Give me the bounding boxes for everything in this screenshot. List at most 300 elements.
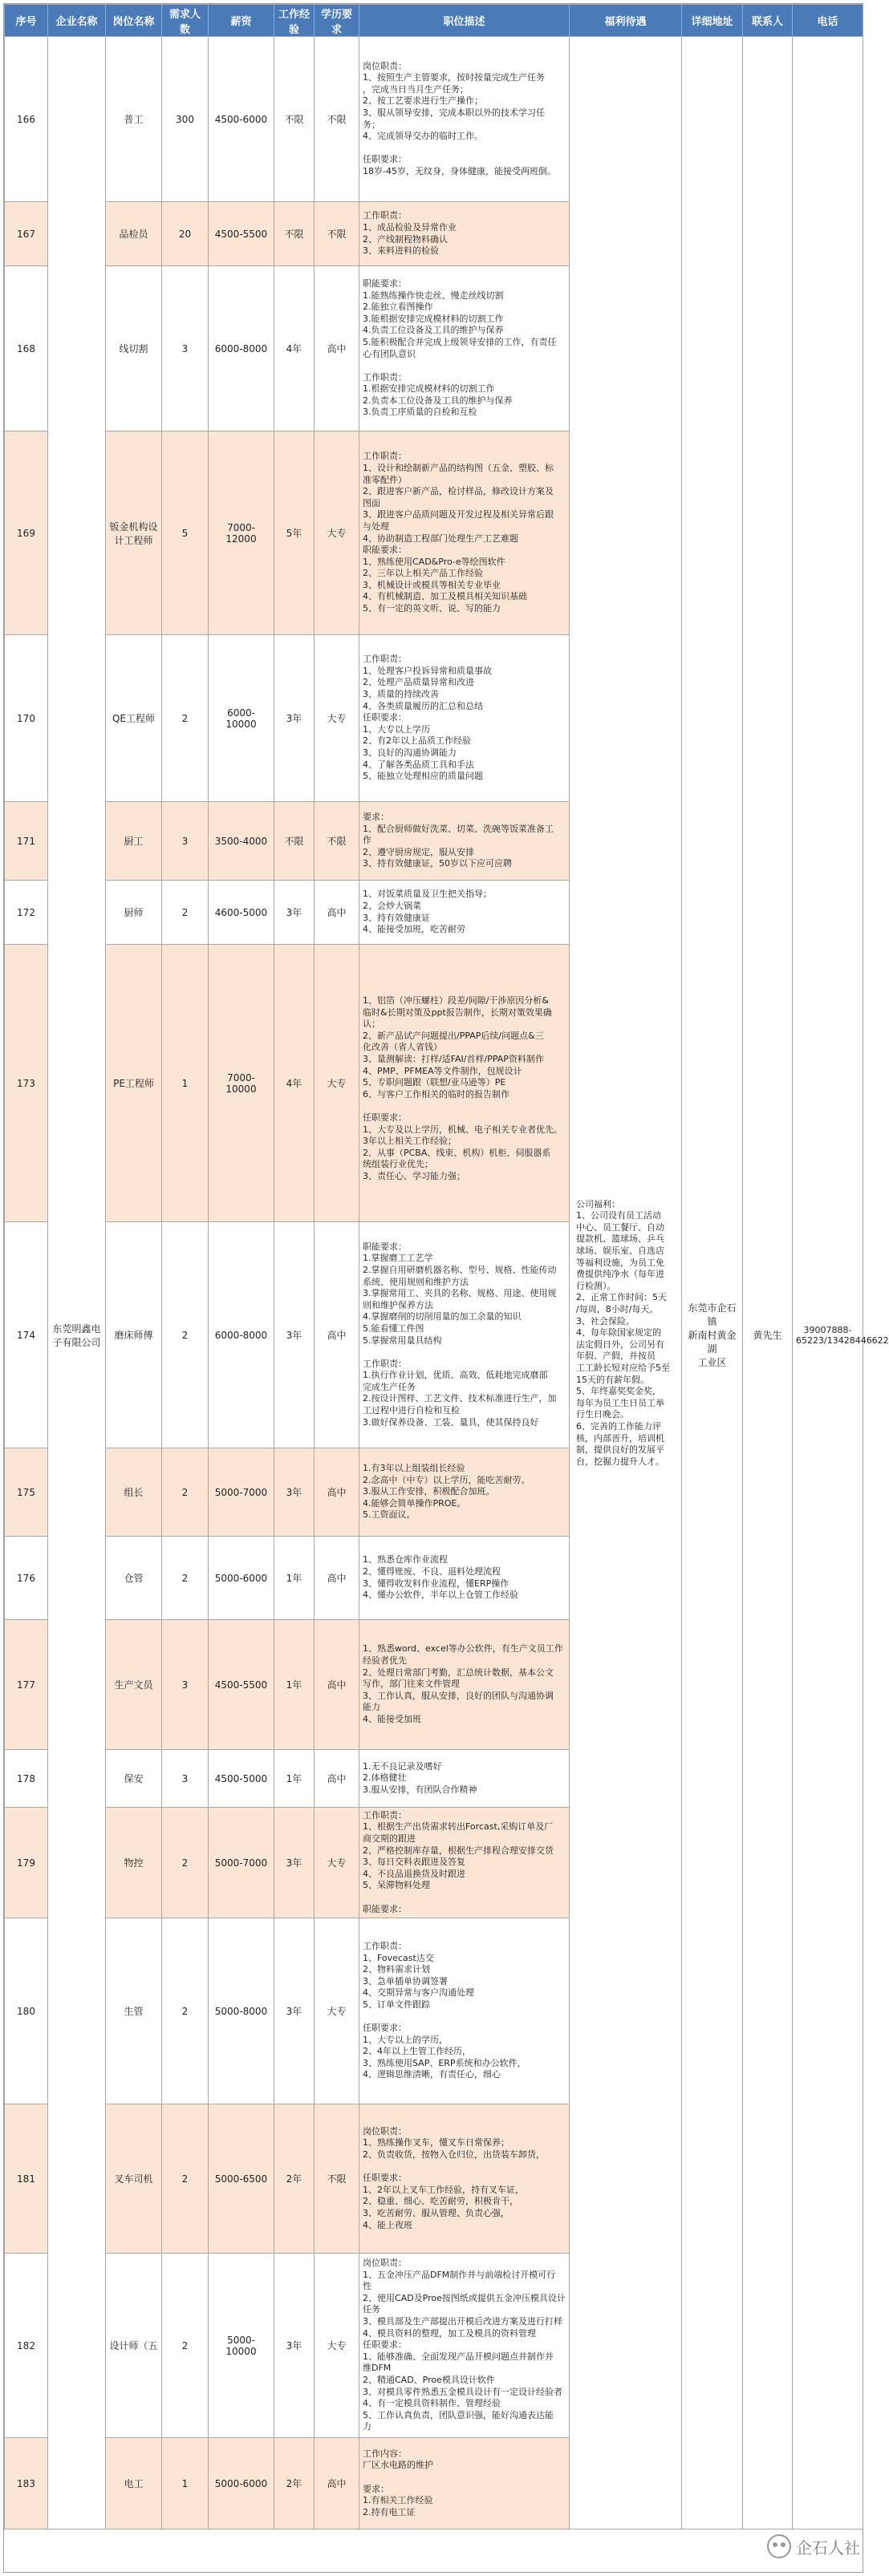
education: 高中 bbox=[315, 1537, 359, 1620]
text-line: 3、来料进料的检验 bbox=[363, 245, 439, 257]
text-line: 制，提供良好的发展平 bbox=[576, 1444, 664, 1456]
education: 不限 bbox=[315, 202, 359, 266]
job-description bbox=[359, 802, 570, 881]
text-line: 职能要求： bbox=[363, 545, 407, 556]
text-line: 工作职责： bbox=[363, 1809, 407, 1821]
text-line: /每周，8小时/每天。 bbox=[576, 1304, 659, 1315]
text-line: 2、跟进客户新产品，检讨样品，修改设计方案及 bbox=[363, 486, 554, 497]
job-description bbox=[359, 266, 570, 431]
text-line: 3、质量的持续改善 bbox=[363, 689, 439, 700]
education: 不限 bbox=[315, 2104, 359, 2254]
education: 高中 bbox=[315, 1750, 359, 1808]
text-line: 作 bbox=[363, 835, 371, 846]
education: 高中 bbox=[315, 266, 359, 431]
text-line: 3、每日交料表跟进及答复 bbox=[363, 1857, 465, 1868]
column-header: 学历要求 bbox=[315, 5, 359, 37]
text-line: 2、使用CAD及Proe按图纸或提供五金冲压模具设计 bbox=[363, 2292, 566, 2303]
headcount: 300 bbox=[162, 37, 209, 202]
salary: 7000-12000 bbox=[209, 431, 274, 635]
text-line: 性 bbox=[363, 2281, 371, 2292]
education: 大专 bbox=[315, 945, 359, 1222]
text-line: 2.负责本工位设备及工具的维护与保养 bbox=[363, 395, 513, 406]
text-line: 4、能接受加班，吃苦耐劳 bbox=[363, 924, 465, 935]
job-title: 叉车司机 bbox=[106, 2104, 162, 2254]
row-number: 169 bbox=[5, 431, 48, 635]
text-line: 2、有2年以上品质工作经验 bbox=[363, 735, 471, 747]
headcount: 3 bbox=[162, 802, 209, 881]
text-line: 6、与客户工作相关的临时的报告制作 bbox=[363, 1088, 509, 1100]
text-line: 1、大专以上学历 bbox=[363, 723, 430, 735]
text-line: 2、严格控制库存量，根据生产排程合理安排交货 bbox=[363, 1845, 554, 1856]
text-line bbox=[363, 2161, 566, 2173]
text-line: 岗位职责： bbox=[363, 2258, 407, 2269]
text-line: 公司福利： bbox=[576, 1198, 620, 1209]
text-line: 工作职责： bbox=[363, 371, 407, 383]
text-line: 5、订单文件跟踪 bbox=[363, 1999, 430, 2010]
text-line: 1.有3年以上组装组长经验 bbox=[363, 1463, 465, 1474]
text-line: 2、正常工作时间：5天 bbox=[576, 1292, 667, 1303]
job-description bbox=[359, 2254, 570, 2438]
row-number: 166 bbox=[5, 37, 48, 202]
row-number: 168 bbox=[5, 266, 48, 431]
text-line: 3、持有效健康证，50岁以下应可应聘 bbox=[363, 858, 512, 869]
text-line bbox=[363, 1892, 566, 1904]
text-line: 4.能够会简单操作PROE。 bbox=[363, 1497, 466, 1509]
text-line: 系统、使用规则和维护方法 bbox=[363, 1276, 469, 1287]
education: 大专 bbox=[315, 1808, 359, 1918]
salary: 5000-7000 bbox=[209, 1808, 274, 1918]
text-line: 3.负责工序质量的自检和互检 bbox=[363, 407, 477, 418]
experience: 4年 bbox=[274, 945, 315, 1222]
salary: 6000-8000 bbox=[209, 266, 274, 431]
text-line bbox=[363, 2011, 566, 2023]
text-line: 4、有一定模具资料制作、管理经验 bbox=[363, 2398, 501, 2409]
job-description bbox=[359, 1222, 570, 1448]
text-line: 工作职责： bbox=[363, 654, 407, 665]
text-line: 3、机械设计或模具等相关专业毕业 bbox=[363, 579, 501, 590]
education: 大专 bbox=[315, 635, 359, 802]
text-line: 4、协助制造工程部门处理生产工艺难题 bbox=[363, 533, 518, 544]
text-line: 3、吃苦耐劳、服从管理、负责心强， bbox=[363, 2207, 509, 2218]
salary: 4500-5000 bbox=[209, 1750, 274, 1808]
experience: 5年 bbox=[274, 431, 315, 635]
job-title: QE工程师 bbox=[106, 635, 162, 802]
salary: 5000-10000 bbox=[209, 2254, 274, 2438]
job-description bbox=[359, 202, 570, 266]
experience: 2年 bbox=[274, 2104, 315, 2254]
text-line: 1、熟悉word、excel等办公软件，有生产文员工作 bbox=[363, 1643, 563, 1655]
text-line: 1、处理客户投诉异常和质量事故 bbox=[363, 665, 492, 676]
headcount: 2 bbox=[162, 1918, 209, 2104]
text-line: 3.掌握常用工、夹具的名称、规格、用途、使用规 bbox=[363, 1288, 557, 1299]
job-title: PE工程师 bbox=[106, 945, 162, 1222]
job-title: 厨工 bbox=[106, 802, 162, 881]
text-line: 5.工资面议。 bbox=[363, 1509, 416, 1521]
headcount: 2 bbox=[162, 2254, 209, 2438]
wechat-icon bbox=[767, 2534, 791, 2558]
text-line: 台，挖掘力提升人才。 bbox=[576, 1456, 664, 1467]
text-line: 1、熟练操作叉车，懂叉车日常保养； bbox=[363, 2137, 509, 2149]
text-line: 维DFM bbox=[363, 2363, 392, 2374]
text-line: 4.掌握磨削的切削用量的加工余量的知识 bbox=[363, 1311, 522, 1322]
text-line: 任职要求： bbox=[363, 712, 407, 723]
education: 大专 bbox=[315, 2254, 359, 2438]
text-line: 核，内部晋升，培训机 bbox=[576, 1432, 664, 1444]
text-line: 6、完善的工作能力评 bbox=[576, 1420, 661, 1432]
text-line: 费提供纯净水（每年进 bbox=[576, 1269, 664, 1280]
headcount: 3 bbox=[162, 266, 209, 431]
text-line: 2.按设计图样、工艺文件、技术标准进行生产，加 bbox=[363, 1393, 557, 1404]
text-line: 5、专职问题跟（联想/亚马逊等）PE bbox=[363, 1077, 506, 1088]
company-name: 东莞明鑫电子有限公司 bbox=[48, 37, 106, 2529]
row-number: 181 bbox=[5, 2104, 48, 2254]
text-line: 2.持有电工证 bbox=[363, 2506, 416, 2517]
text-line: 4、逻辑思维清晰，有责任心，细心 bbox=[363, 2069, 501, 2080]
text-line: 5、有一定的英文听、说、写的能力 bbox=[363, 603, 501, 614]
headcount: 2 bbox=[162, 1537, 209, 1620]
salary: 7000-10000 bbox=[209, 945, 274, 1222]
text-line: 4、懂办公软件，半年以上仓管工作经验 bbox=[363, 1590, 518, 1601]
salary: 6000-10000 bbox=[209, 635, 274, 802]
text-line: 3、跟进客户品质问题及开发过程及相关异常后跟 bbox=[363, 509, 554, 520]
text-line: 球场、娱乐室、自选店 bbox=[576, 1245, 664, 1257]
job-description bbox=[359, 881, 570, 945]
text-line: 任职要求： bbox=[363, 2339, 407, 2351]
welfare bbox=[570, 37, 682, 2529]
job-title: 普工 bbox=[106, 37, 162, 202]
row-number: 174 bbox=[5, 1222, 48, 1448]
text-line: 2、处理日常部门考勤，汇总统计数据，基本公文 bbox=[363, 1667, 554, 1678]
education: 大专 bbox=[315, 1918, 359, 2104]
salary: 5000-8000 bbox=[209, 1918, 274, 2104]
text-line: 5、能独立处理相应的质量问题 bbox=[363, 771, 483, 782]
text-line: 2、4年以上生管工作经历， bbox=[363, 2046, 471, 2057]
text-line: 任职要求： bbox=[363, 154, 407, 165]
text-line: 1.根据安排完成模材料的切割工作 bbox=[363, 383, 495, 395]
text-line: 要求： bbox=[363, 812, 389, 823]
text-line: 行生日晚会。 bbox=[576, 1409, 629, 1420]
headcount: 3 bbox=[162, 1620, 209, 1750]
salary: 3500-4000 bbox=[209, 802, 274, 881]
education: 不限 bbox=[315, 802, 359, 881]
text-line: 3、持有效健康证 bbox=[363, 912, 430, 923]
job-description bbox=[359, 2438, 570, 2529]
text-line: 任职要求： bbox=[363, 2023, 407, 2034]
text-line: 2、三年以上相关产品工作经验 bbox=[363, 568, 483, 579]
education: 高中 bbox=[315, 1222, 359, 1448]
text-line: 图面 bbox=[363, 497, 380, 508]
text-line: 3.服从工作安排，积极配合加班。 bbox=[363, 1486, 495, 1497]
text-line: 每年为员工生日员工举 bbox=[576, 1397, 664, 1408]
text-line: 3.做好保养设备、工装、量具，使其保持良好 bbox=[363, 1416, 539, 1428]
row-number: 173 bbox=[5, 945, 48, 1222]
text-line: 2、按工艺要求进行生产操作； bbox=[363, 95, 483, 107]
address-line: 东莞市企石镇 bbox=[688, 1302, 737, 1327]
text-line: 4、各类质量履历的汇总和总结 bbox=[363, 700, 483, 711]
text-line: 行检测）。 bbox=[576, 1280, 616, 1291]
text-line: 年假、产假，并按员 bbox=[576, 1351, 656, 1362]
headcount: 20 bbox=[162, 202, 209, 266]
text-line: 工作职责： bbox=[363, 451, 407, 462]
experience: 3年 bbox=[274, 1222, 315, 1448]
text-line: 3、工作认真，服从安排，良好的团队与沟通协调 bbox=[363, 1690, 554, 1701]
text-line: 3、服从领导安排，完成本职以外的技术学习任 bbox=[363, 107, 545, 118]
text-line: 要求： bbox=[363, 2483, 389, 2494]
row-number: 177 bbox=[5, 1620, 48, 1750]
column-header: 需求人数 bbox=[162, 5, 209, 37]
experience: 4年 bbox=[274, 266, 315, 431]
salary: 5000-7000 bbox=[209, 1448, 274, 1537]
text-line: 统组装行业优先； bbox=[363, 1159, 433, 1170]
text-line: 2、从事（PCBA、线束、机构）机柜、伺服器系 bbox=[363, 1147, 551, 1158]
text-line: 经验者优先 bbox=[363, 1655, 407, 1667]
text-line: 1.能熟练操作快走丝、慢走丝线切割 bbox=[363, 290, 504, 301]
headcount: 2 bbox=[162, 1808, 209, 1918]
text-line: ，完成当日当月生产任务； bbox=[363, 83, 469, 95]
text-line: 2、产线制程物料确认 bbox=[363, 233, 448, 245]
watermark-text: 企石人社 bbox=[796, 2538, 860, 2558]
column-header: 电话 bbox=[793, 5, 863, 37]
text-line: 4、PMP、PFMEA等文件制作，包规设计 bbox=[363, 1065, 522, 1076]
text-line: 5.能积极配合并完成上级领导安排的工作，有责任 bbox=[363, 336, 557, 347]
text-line: 15天的有薪年假。 bbox=[576, 1374, 649, 1385]
text-line: 1、按照生产主管要求，按时按量完成生产任务 bbox=[363, 72, 545, 83]
text-line: 1.有相关工作经验 bbox=[363, 2495, 433, 2506]
column-header: 职位描述 bbox=[359, 5, 570, 37]
text-line bbox=[363, 983, 566, 995]
experience: 不限 bbox=[274, 202, 315, 266]
text-line: 与处理 bbox=[363, 520, 389, 532]
text-line: 4、完成领导交办的临时工作。 bbox=[363, 131, 483, 142]
text-line: 4、了解各类品质工具和手法 bbox=[363, 759, 474, 770]
salary: 5000-6500 bbox=[209, 2104, 274, 2254]
text-line: 等福利设施，为员工免 bbox=[576, 1257, 664, 1268]
text-line: 厂区水电路的维护 bbox=[363, 2460, 433, 2471]
text-line: 2、负责收货，按物入仓归位，出货装车卸货， bbox=[363, 2149, 545, 2161]
text-line: 4、模具资料的整理，加工及模具的资料管理 bbox=[363, 2327, 536, 2339]
text-line: 18岁-45岁，无纹身，身体健康，能接受两班倒。 bbox=[363, 165, 556, 176]
text-line bbox=[363, 1347, 566, 1359]
text-line: 1、配合厨师做好洗菜、切菜、洗碗等饭菜准备工 bbox=[363, 823, 554, 834]
text-line: 则和维护保养方法 bbox=[363, 1299, 433, 1310]
text-line: 岗位职责： bbox=[363, 60, 407, 71]
text-line: 3.服从安排，有团队合作精神 bbox=[363, 1784, 477, 1795]
text-line: 2、物料需求计划 bbox=[363, 1964, 430, 1975]
experience: 不限 bbox=[274, 802, 315, 881]
text-line: 2.体格健壮 bbox=[363, 1772, 407, 1784]
column-header: 岗位名称 bbox=[106, 5, 162, 37]
text-line: 工工龄长短对应给予5至 bbox=[576, 1362, 670, 1373]
address-line: 新南村黄金湖 bbox=[688, 1330, 737, 1355]
phone-line: 39007888- bbox=[803, 1324, 852, 1335]
text-line: 5、年终嘉奖奖金奖， bbox=[576, 1386, 661, 1397]
headcount: 2 bbox=[162, 1448, 209, 1537]
salary: 6000-8000 bbox=[209, 1222, 274, 1448]
text-line: 4、能上夜班 bbox=[363, 2219, 412, 2230]
job-title: 品检员 bbox=[106, 202, 162, 266]
education: 不限 bbox=[315, 37, 359, 202]
text-line: 中心、员工餐厅、自动 bbox=[576, 1221, 664, 1233]
salary: 4500-6000 bbox=[209, 37, 274, 202]
text-line: 1、公司设有员工活动 bbox=[576, 1210, 661, 1221]
text-line: 2、会炒大锅菜 bbox=[363, 900, 421, 911]
column-header: 工作经验 bbox=[274, 5, 315, 37]
text-line: 工作职责： bbox=[363, 1358, 407, 1369]
job-description bbox=[359, 2104, 570, 2254]
job-title: 磨床师傅 bbox=[106, 1222, 162, 1448]
job-title: 电工 bbox=[106, 2438, 162, 2529]
text-line: 3.能根据安排完成模材料的切割工作 bbox=[363, 313, 504, 324]
text-line: 完成生产任务 bbox=[363, 1381, 416, 1392]
headcount: 5 bbox=[162, 431, 209, 635]
text-line: 4.负责工位设备及工具的维护与保养 bbox=[363, 325, 504, 336]
salary: 4500-5500 bbox=[209, 202, 274, 266]
job-title: 生管 bbox=[106, 1918, 162, 2104]
experience: 1年 bbox=[274, 1750, 315, 1808]
headcount: 1 bbox=[162, 2438, 209, 2529]
job-description bbox=[359, 1918, 570, 2104]
text-line: 3、量测解读：打样/适FAI/首样/PPAP资料制作 bbox=[363, 1054, 544, 1065]
job-description bbox=[359, 1750, 570, 1808]
contact-person: 黄先生 bbox=[743, 37, 793, 2529]
column-header: 企业名称 bbox=[48, 5, 106, 37]
text-line: 3年以上相关工作经验； bbox=[363, 1136, 457, 1147]
text-line: 5.能看懂工件图 bbox=[363, 1322, 424, 1334]
text-line: 1、大专以上的学历， bbox=[363, 2034, 448, 2045]
text-line: 1、2年以上叉车工作经验，持有叉车证， bbox=[363, 2184, 524, 2195]
text-line: 3、对模具零件熟悉五金模具设计有一定设计经验者 bbox=[363, 2386, 562, 2397]
text-line: 3、社会保险。 bbox=[576, 1315, 635, 1326]
job-title: 厨师 bbox=[106, 881, 162, 945]
job-title: 保安 bbox=[106, 1750, 162, 1808]
text-line: 务； bbox=[363, 119, 380, 130]
text-line: 2、精通CAD、Proe模具设计软件 bbox=[363, 2374, 495, 2385]
education: 高中 bbox=[315, 881, 359, 945]
row-number: 170 bbox=[5, 635, 48, 802]
job-table bbox=[4, 4, 889, 2529]
job-description bbox=[359, 1448, 570, 1537]
headcount: 1 bbox=[162, 945, 209, 1222]
job-title: 组长 bbox=[106, 1448, 162, 1537]
text-line: 化改善（省人省钱） bbox=[363, 1042, 442, 1053]
text-line: 1、铝箔（冲压螺柱）段差/间隙/干涉原因分析& bbox=[363, 995, 549, 1007]
text-line: 力 bbox=[363, 2421, 371, 2432]
text-line: 职能要求： bbox=[363, 277, 407, 289]
text-line: 1、成品检验及异常作业 bbox=[363, 221, 457, 233]
education: 高中 bbox=[315, 1620, 359, 1750]
headcount: 2 bbox=[162, 1222, 209, 1448]
row-number: 179 bbox=[5, 1808, 48, 1918]
column-header: 薪资 bbox=[209, 5, 274, 37]
text-line: 3、模具部及生产部提出开模后改进方案及进行打样 bbox=[363, 2316, 562, 2327]
experience: 3年 bbox=[274, 2254, 315, 2438]
row-number: 176 bbox=[5, 1537, 48, 1620]
text-line: 1、熟练使用CAD&Pro-e等绘图软件 bbox=[363, 556, 505, 567]
text-line: 3、熟练使用SAP、ERP系统和办公软件， bbox=[363, 2057, 526, 2068]
text-line: 工作职责： bbox=[363, 210, 407, 221]
job-description bbox=[359, 945, 570, 1222]
text-line: 任职要求： bbox=[363, 2173, 407, 2184]
text-line: 工作职责： bbox=[363, 1940, 407, 1951]
job-description bbox=[359, 431, 570, 635]
text-line: 认； bbox=[363, 1019, 380, 1030]
text-line: 2、稳重、细心、吃苦耐劳，积极肯干， bbox=[363, 2196, 518, 2207]
job-title: 物控 bbox=[106, 1808, 162, 1918]
text-line: 2、遵守厨房规定，服从安排 bbox=[363, 846, 474, 857]
address bbox=[682, 37, 743, 2529]
job-description bbox=[359, 37, 570, 202]
row-number: 183 bbox=[5, 2438, 48, 2529]
experience: 3年 bbox=[274, 635, 315, 802]
text-line: 1、五金冲压产品DFM制作并与前端检讨开模可行 bbox=[363, 2269, 556, 2280]
text-line: 3、懂得收发料作业流程，懂ERP操作 bbox=[363, 1578, 509, 1589]
text-line: 1.掌握磨工工艺学 bbox=[363, 1253, 433, 1264]
headcount: 2 bbox=[162, 881, 209, 945]
text-line: 2、懂得账废、不良、退料处理流程 bbox=[363, 1565, 501, 1577]
row-number: 178 bbox=[5, 1750, 48, 1808]
education: 高中 bbox=[315, 1448, 359, 1537]
text-line: 3、急单插单协调签署 bbox=[363, 1975, 448, 1987]
text-line: 3、责任心、学习能力强； bbox=[363, 1170, 465, 1181]
text-line: 4、不良品退换货及时跟进 bbox=[363, 1868, 465, 1879]
text-line: 3、良好的沟通协调能力 bbox=[363, 747, 457, 758]
text-line: 4、有机械制造、加工及模具相关知识基础 bbox=[363, 591, 527, 602]
text-line: 心有团队意识 bbox=[363, 348, 416, 359]
text-line: 1.无不良记录及嗜好 bbox=[363, 1760, 442, 1772]
text-line: 1、能够准确、全面发现产品开模问题点并制作并 bbox=[363, 2351, 554, 2362]
text-line: 2.念高中（中专）以上学历，能吃苦耐劳。 bbox=[363, 1474, 530, 1485]
text-line: 任务 bbox=[363, 2304, 380, 2315]
headcount: 2 bbox=[162, 2104, 209, 2254]
text-line: 4、能接受加班 bbox=[363, 1713, 421, 1724]
job-title: 钣金机构设计工程师 bbox=[106, 431, 162, 635]
salary: 5000-6000 bbox=[209, 1537, 274, 1620]
row-number: 182 bbox=[5, 2254, 48, 2438]
text-line bbox=[363, 1100, 566, 1112]
text-line: 工作内容： bbox=[363, 2448, 407, 2459]
text-line: 5.掌握常用量具结构 bbox=[363, 1335, 442, 1346]
headcount: 2 bbox=[162, 635, 209, 802]
text-line: 工过程中进行自检和互检 bbox=[363, 1405, 460, 1416]
text-line bbox=[363, 143, 566, 155]
text-line: 1、对饭菜质量及卫生把关指导； bbox=[363, 889, 492, 900]
text-line: 商交期的跟进 bbox=[363, 1833, 416, 1845]
phone-line: 65223/13428446622 bbox=[796, 1335, 889, 1346]
text-line: 写作，部门往来文件管理 bbox=[363, 1679, 460, 1690]
experience: 1年 bbox=[274, 1537, 315, 1620]
row-number: 180 bbox=[5, 1918, 48, 2104]
job-title: 生产文员 bbox=[106, 1620, 162, 1750]
text-line bbox=[363, 2472, 566, 2484]
job-description bbox=[359, 1537, 570, 1620]
experience: 3年 bbox=[274, 1448, 315, 1537]
row-number: 175 bbox=[5, 1448, 48, 1537]
job-description bbox=[359, 1620, 570, 1750]
salary: 5000-6000 bbox=[209, 2438, 274, 2529]
text-line: 5、呆滞物料处理 bbox=[363, 1880, 430, 1891]
text-line: 职能要求： bbox=[363, 1903, 407, 1914]
text-line: 提款机、篮球场、乒乓 bbox=[576, 1233, 664, 1245]
job-listing-sheet bbox=[3, 3, 889, 2573]
experience: 1年 bbox=[274, 1620, 315, 1750]
salary: 4500-5500 bbox=[209, 1620, 274, 1750]
text-line bbox=[363, 360, 566, 372]
address-line: 工业区 bbox=[697, 1357, 727, 1368]
experience: 2年 bbox=[274, 2438, 315, 2529]
text-line: 准零配件） bbox=[363, 474, 407, 485]
text-line: 法定假日外，公司另有 bbox=[576, 1339, 664, 1350]
experience: 3年 bbox=[274, 881, 315, 945]
